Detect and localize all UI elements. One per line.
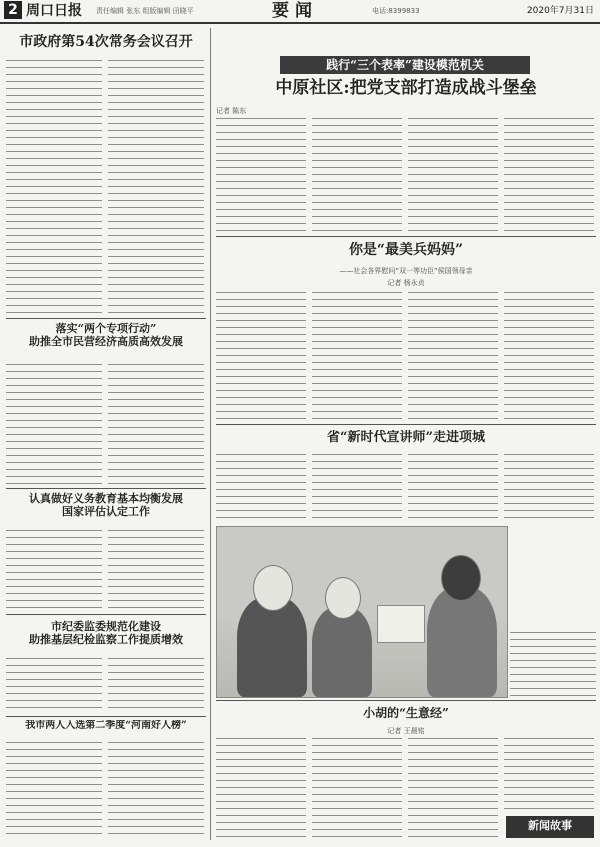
person-head [441,555,481,601]
section-title: 要闻 [272,1,318,21]
xiaohu-byline: 记者 王晨铭 [387,727,425,735]
divider [216,424,596,425]
divider [6,716,206,717]
article-discipline-col1 [6,658,102,712]
lead-col1 [216,118,306,232]
hero-col4 [504,292,594,420]
hero-col2 [312,292,402,420]
lead-col3 [408,118,498,232]
lead-byline: 记者 陈东 [216,107,247,115]
lead-col2 [312,118,402,232]
person-figure [237,597,307,697]
article-economy-col2 [108,364,204,486]
page-number: 2 [4,1,22,19]
headline-council: 市政府第54次常务会议召开 [19,34,193,50]
lecturer-col2 [312,454,402,522]
hero-col1 [216,292,306,420]
headline-private-economy: 落实“两个专项行动” 助推全市民营经济高质高效发展 [29,322,183,349]
divider [6,488,206,489]
article-council-col2 [108,60,204,315]
column-separator [210,28,211,840]
news-story-tag: 新闻故事 [506,816,594,838]
xiaohu-col4 [504,738,594,810]
editor-meta: 责任编辑 张东 组版编辑 田晓平 [96,7,194,15]
article-good-people-col2 [108,742,204,840]
headline-good-people: 我市两人入选第二季度“河南好人榜” [25,720,187,731]
article-council-col1 [6,60,102,315]
leaflet [377,605,425,643]
article-education-col1 [6,530,102,610]
masthead: 周口日报 [26,3,82,19]
headline-lecturer: 省“新时代宣讲师”走进项城 [327,430,485,445]
divider [216,700,596,701]
lecturer-col4 [504,454,594,522]
hero-mother-byline: 记者 杨永贞 [387,279,425,287]
hero-mother-subtitle: ——社会各界慰问“双一等功臣”侯国领母亲 [339,267,473,275]
xiaohu-col1 [216,738,306,840]
person-figure [312,607,372,697]
page-header [0,0,600,24]
lead-headline: 中原社区:把党支部打造成战斗堡垒 [275,78,537,98]
article-economy-col1 [6,364,102,486]
divider [6,318,206,319]
lead-col4 [504,118,594,232]
xiaohu-col2 [312,738,402,840]
person-face [325,577,361,619]
xiaohu-col3 [408,738,498,840]
person-face [253,565,293,611]
article-good-people-col1 [6,742,102,840]
lecturer-col3 [408,454,498,522]
article-discipline-col2 [108,658,204,712]
headline-hero-mother: 你是“最美兵妈妈” [348,242,464,258]
phone-meta: 电话:8399833 [372,7,420,15]
news-photo [216,526,508,698]
divider [216,236,596,237]
photo-caption [510,632,596,696]
article-education-col2 [108,530,204,610]
headline-education: 认真做好义务教育基本均衡发展 国家评估认定工作 [29,492,183,519]
person-figure [427,587,497,697]
lecturer-col1 [216,454,306,522]
divider [6,614,206,615]
issue-date: 2020年7月31日 [526,6,594,16]
hero-col3 [408,292,498,420]
theme-banner: 践行“三个表率”建设模范机关 [280,56,530,74]
headline-xiaohu: 小胡的“生意经” [363,706,449,720]
headline-discipline: 市纪委监委规范化建设 助推基层纪检监察工作提质增效 [29,620,183,647]
